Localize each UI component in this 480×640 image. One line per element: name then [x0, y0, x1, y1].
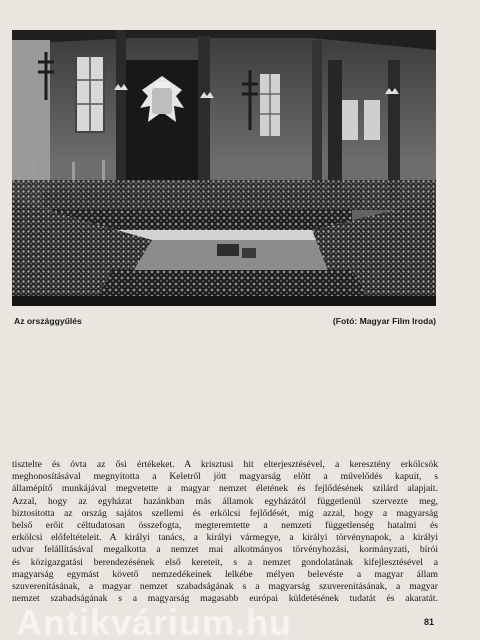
text-line: és közigazgatási berendezésének első kereteit, s a nemzet gondolatának kifejlesztésével a	[12, 556, 438, 568]
text-line: szuverenitásának, a magyar nemzet szabadságának s a magyarság szuverenitásának, a magyar	[12, 581, 438, 593]
text-line: nemzet szabadságának s a magyarság magasabb európai küldetésének tudatát és akaratát.	[12, 593, 438, 605]
text-line: államépítő munkájával megvetette a magyar nemzet életének és fejlődésének szilárd alapjait.	[12, 483, 438, 495]
caption-title: Az országgyűlés	[14, 316, 82, 326]
text-line: magyarság egymást követő nemzedékeinek lelkébe mélyen belevéste a magyar állam	[12, 568, 438, 580]
text-line: biztosította az ország sajátos szellemi és erkölcsi fejlődését, míg azzal, hogy a magyarság	[12, 507, 438, 519]
caption-credit: (Fotó: Magyar Film Iroda)	[332, 316, 436, 326]
page-number: 81	[423, 617, 434, 627]
text-line: udvar felállításával megalkotta a nemzet mai alkotmányos törvényhozási, kormányzati, bírói	[12, 544, 438, 556]
parliament-photo	[12, 30, 436, 306]
text-line: tisztelte és óvta az ősi értékeket. A krisztusi hit elterjesztésével, a keresztény erkölcsök	[12, 459, 438, 470]
text-line: Azzal, hogy az egyházat hazánkban más államok egyházától függetlenül szervezte meg,	[12, 495, 438, 507]
text-line: belső erőit céltudatosan összefogta, megteremtette a nemzeti függetlenség hatalmi és	[12, 520, 438, 532]
body-text	[12, 459, 438, 605]
text-line: erkölcsi előfeltételeit. A királyi tanács, a királyi vármegye, a királyi törvénynapok, a királyi	[12, 532, 438, 544]
text-line: meghonosításával megnyitotta a Keletről jött magyarság előtt a művelődés kapuit, s	[12, 471, 438, 483]
watermark: Antikvárium.hu	[16, 602, 293, 640]
